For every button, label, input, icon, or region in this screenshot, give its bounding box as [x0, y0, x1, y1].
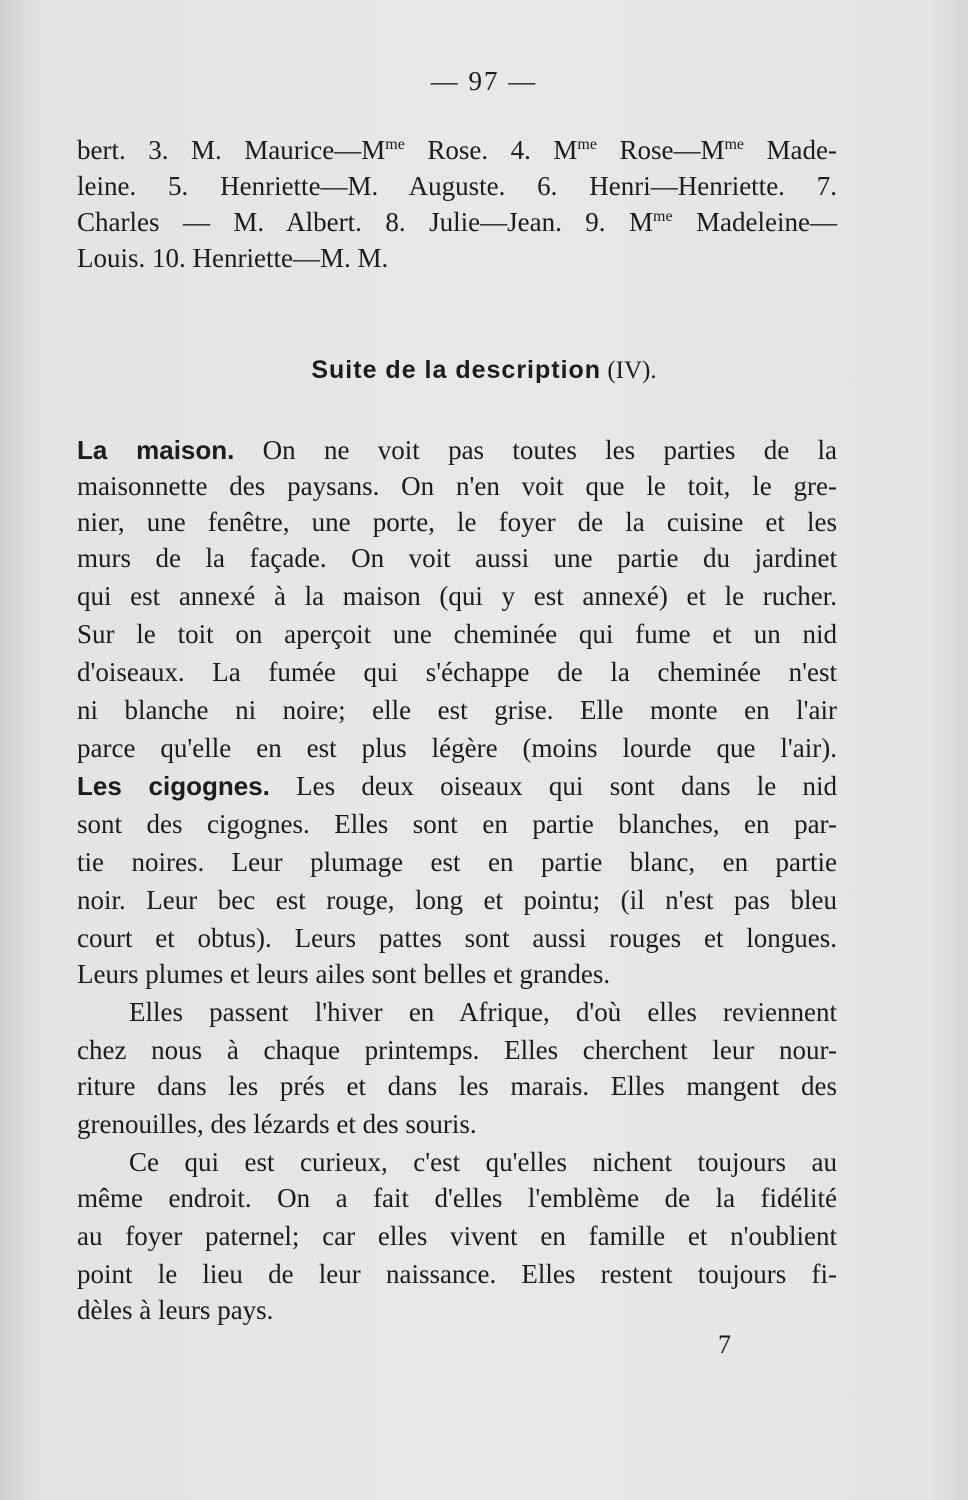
intro-line-4: Louis. 10. Henriette—M. M. — [77, 243, 389, 273]
body-line-14: court et obtus). Leurs pattes sont aussi rouges et longues. — [77, 923, 837, 953]
body-line-12: tie noires. Leur plumage est en partie blanc, en partie — [77, 847, 837, 877]
body-line-23: point le lieu de leur naissance. Elles restent toujours fi- — [77, 1259, 837, 1289]
body-line-15: Leurs plumes et leurs ailes sont belles et grandes. — [77, 959, 611, 989]
body-line-1: La maison. On ne voit pas toutes les parties de la — [77, 435, 837, 465]
body-line-20: Ce qui est curieux, c'est qu'elles nichent toujours au — [129, 1147, 837, 1177]
body-line-7: d'oiseaux. La fumée qui s'échappe de la cheminée n'est — [77, 657, 837, 687]
body-line-11: sont des cigognes. Elles sont en partie blanches, en par- — [77, 809, 837, 839]
body-line-24: dèles à leurs pays. — [77, 1295, 274, 1325]
body-line-22: au foyer paternel; car elles vivent en famille et n'oublient — [77, 1221, 837, 1251]
intro-line-1: bert. 3. M. $Maurice—M^{me}$ Rose. 4. $M^{me}$ $Rose—M^{me}$ Made- — [77, 135, 838, 165]
section-heading — [0, 352, 968, 389]
section-heading-number: (IV). — [607, 357, 657, 384]
body-line-21: même endroit. On a fait d'elles l'emblème de la fidélité — [77, 1183, 837, 1213]
paragraph-lead-in: La maison. — [77, 435, 235, 465]
body-line-18: riture dans les prés et dans les marais. Elles mangent des — [77, 1071, 837, 1101]
body-line-10: Les cigognes. Les deux oiseaux qui sont dans le nid — [77, 771, 837, 801]
body-line-2: maisonnette des paysans. On n'en voit que le toit, le gre- — [77, 471, 837, 501]
body-line-3: nier, une fenêtre, une porte, le foyer de la cuisine et les — [77, 507, 837, 537]
body-line-17: chez nous à chaque printemps. Elles cherchent leur nour- — [77, 1035, 837, 1065]
body-line-8: ni blanche ni noire; elle est grise. Elle monte en l'air — [77, 695, 837, 725]
body-line-5: qui est annexé à la maison (qui y est annexé) et le rucher. — [77, 581, 837, 611]
section-heading-title: Suite de la description — [311, 356, 602, 384]
signature-mark: 7 — [718, 1330, 731, 1359]
body-line-9: parce qu'elle en est plus légère (moins lourde que l'air). — [77, 733, 837, 763]
body-line-16: Elles passent l'hiver en Afrique, d'où elles reviennent — [129, 997, 837, 1027]
paragraph-lead-in: Les cigognes. — [77, 771, 270, 801]
page-number: — 97 — — [430, 66, 538, 96]
body-line-19: grenouilles, des lézards et des souris. — [77, 1109, 477, 1139]
intro-line-3: Charles — M. Albert. 8. Julie—Jean. 9. $M^{me}$ Madeleine— — [77, 207, 837, 237]
intro-line-2: leine. 5. Henriette—M. Auguste. 6. Henri—Henriette. 7. — [77, 171, 837, 201]
body-line-4: murs de la façade. On voit aussi une partie du jardinet — [77, 543, 837, 573]
body-line-13: noir. Leur bec est rouge, long et pointu; (il n'est pas bleu — [77, 885, 837, 915]
body-line-6: Sur le toit on aperçoit une cheminée qui fume et un nid — [77, 619, 837, 649]
